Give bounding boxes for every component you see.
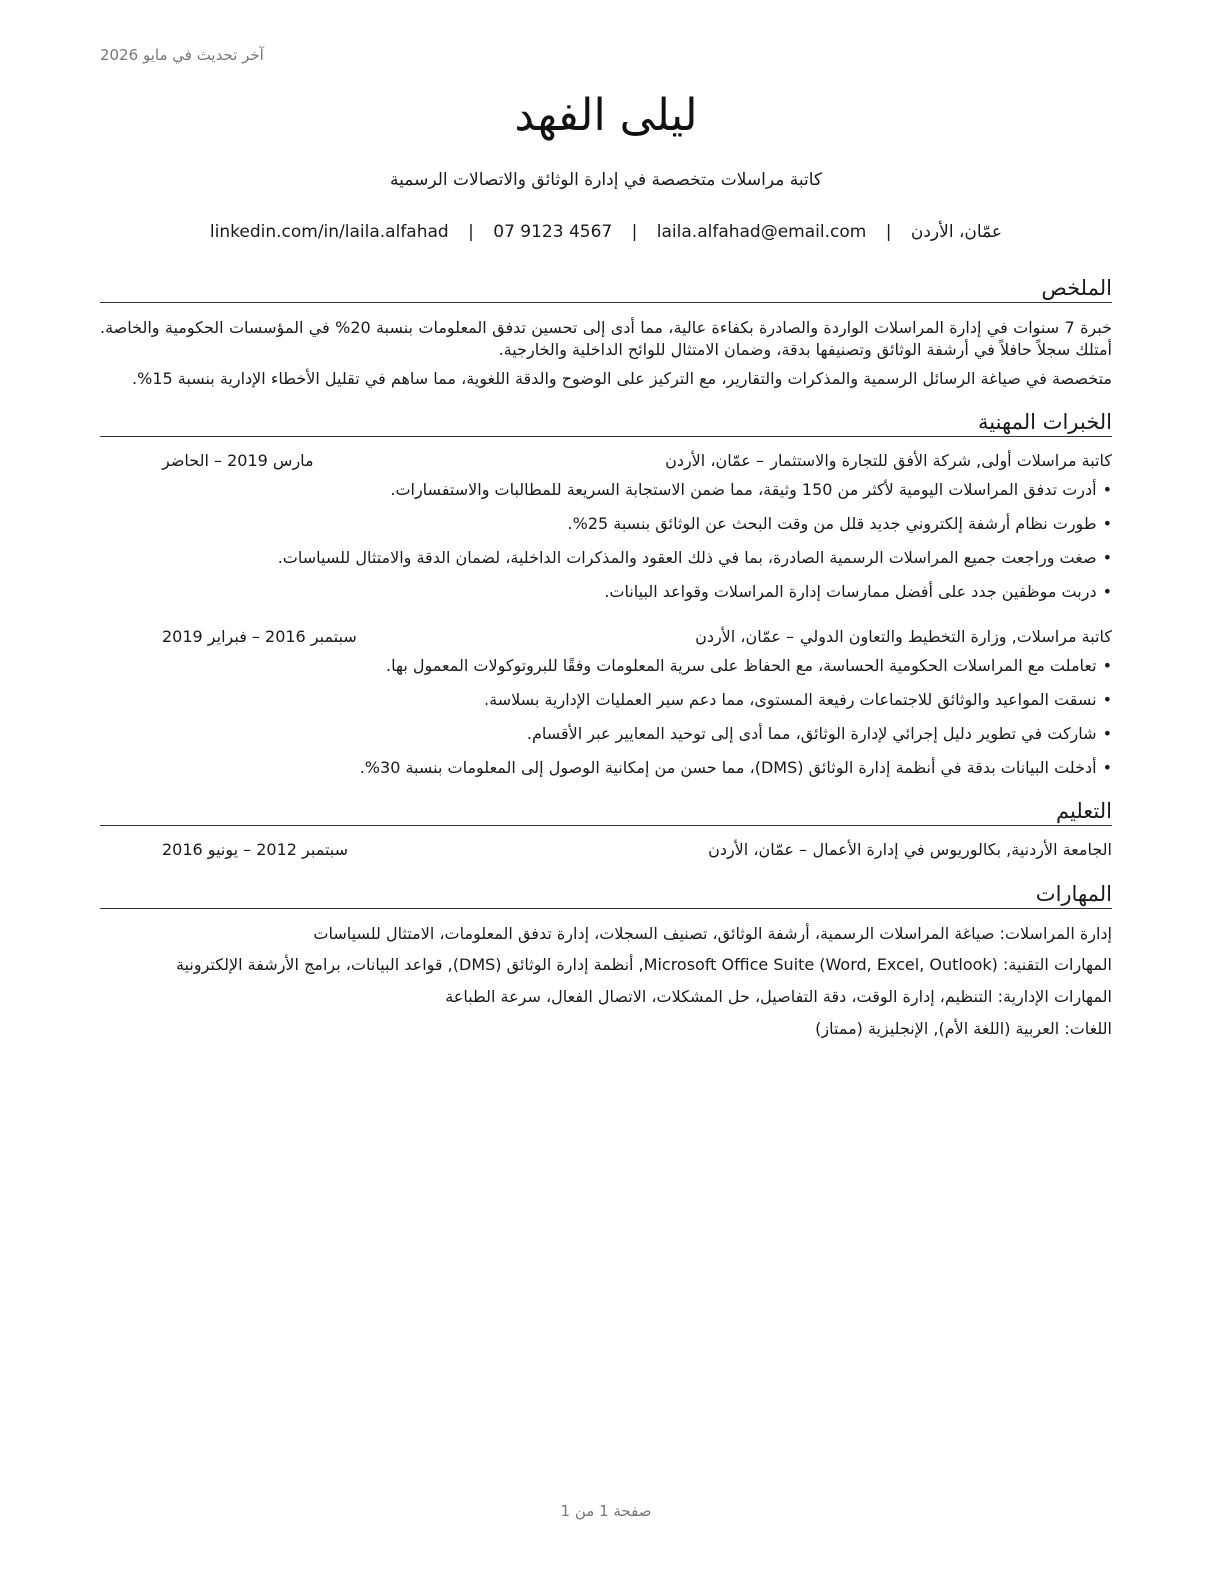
summary-section (100, 276, 1112, 390)
contact-phone[interactable]: 07 9123 4567 (493, 222, 613, 242)
job-bullets (100, 479, 1112, 603)
contact-location: عمّان، الأردن (910, 222, 1003, 242)
job-header (100, 451, 1112, 473)
job-bullet: •نسقت المواعيد والوثائق للاجتماعات رفيعة المستوى، مما دعم سير العمليات الإدارية بسلاسة. (484, 689, 1112, 709)
job-bullet: •دربت موظفين جدد على أفضل ممارسات إدارة المراسلات وقواعد البيانات. (604, 581, 1112, 601)
job-bullet: •أدخلت البيانات بدقة في أنظمة إدارة الوثائق (DMS)، مما حسن من إمكانية الوصول إلى المعلومات بنسبة 30%. (359, 757, 1112, 777)
contact-separator: | (631, 222, 638, 242)
education-dates: سبتمبر 2012 – يونيو 2016 (162, 839, 349, 859)
job-header (100, 627, 1112, 649)
job-entry (100, 451, 1112, 603)
section-title-experience: الخبرات المهنية (100, 410, 1112, 437)
experience-section (100, 410, 1112, 779)
job-dates: مارس 2019 – الحاضر (162, 450, 314, 470)
job-bullet: •طورت نظام أرشفة إلكتروني جديد قلل من وقت البحث عن الوثائق بنسبة 25%. (567, 513, 1112, 533)
education-header (100, 840, 1112, 862)
job-title-org: كاتبة مراسلات, وزارة التخطيط والتعاون الدولي (800, 626, 1112, 646)
education-entry (100, 840, 1112, 862)
summary-paragraph: خبرة 7 سنوات في إدارة المراسلات الواردة والصادرة بكفاءة عالية، مما أدى إلى تحسين تدفق المعلومات بنسبة 20% في المؤسسات الحكومية والخاصة. أمتلك سجلاً حافلاً في أرشفة الوثائق وتصنيفها بدقة، وضمان الامتثال للوائح الداخلية والخارجية. (100, 318, 1112, 359)
contact-linkedin[interactable]: linkedin.com/in/laila.alfahad (209, 222, 449, 242)
education-title-org: الجامعة الأردنية, بكالوريوس في إدارة الأعمال (812, 839, 1112, 859)
job-title-org: كاتبة مراسلات أولى, شركة الأفق للتجارة والاستثمار (770, 450, 1112, 470)
contact-separator: | (468, 222, 474, 242)
section-title-skills: المهارات (100, 882, 1112, 909)
resume-page (100, 0, 1112, 1584)
resume-body (100, 276, 1112, 1039)
last-updated-note: آخر تحديث في مايو 2026 (100, 46, 264, 64)
contact-line (100, 222, 1112, 242)
skills-line: اللغات: العربية (اللغة الأم), الإنجليزية (ممتاز) (815, 1018, 1112, 1038)
skills-line: المهارات الإدارية: التنظيم، إدارة الوقت، دقة التفاصيل، حل المشكلات، الاتصال الفعال، سرعة الطباعة (445, 986, 1112, 1006)
job-bullets (100, 655, 1112, 779)
job-location: – عمّان، الأردن (665, 450, 764, 470)
candidate-name: ليلى الفهد (514, 90, 698, 141)
page-footer: صفحة 1 من 1 (560, 1502, 652, 1520)
job-entry (100, 627, 1112, 779)
education-location: – عمّان، الأردن (708, 839, 807, 859)
summary-paragraph: متخصصة في صياغة الرسائل الرسمية والمذكرات والتقارير، مع التركيز على الوضوح والدقة اللغوية، مما ساهم في تقليل الأخطاء الإدارية بنسبة 15%. (132, 369, 1112, 389)
job-bullet: •شاركت في تطوير دليل إجرائي لإدارة الوثائق، مما أدى إلى توحيد المعايير عبر الأقسام. (526, 723, 1112, 743)
skills-section (100, 882, 1112, 1039)
job-bullet: •أدرت تدفق المراسلات اليومية لأكثر من 150 وثيقة، مما ضمن الاستجابة السريعة للمطالبات والاستفسارات. (390, 479, 1112, 499)
skills-list (100, 923, 1112, 1039)
candidate-headline: كاتبة مراسلات متخصصة في إدارة الوثائق والاتصالات الرسمية (390, 170, 822, 190)
job-bullet: •تعاملت مع المراسلات الحكومية الحساسة، مع الحفاظ على سرية المعلومات وفقًا للبروتوكولات المعمول بها. (385, 655, 1112, 675)
job-location: – عمّان، الأردن (695, 626, 794, 646)
job-dates: سبتمبر 2016 – فبراير 2019 (162, 626, 357, 646)
job-bullet: •صغت وراجعت جميع المراسلات الرسمية الصادرة، بما في ذلك العقود والمذكرات الداخلية، لضمان الدقة والامتثال للسياسات. (277, 547, 1112, 567)
section-title-education: التعليم (100, 799, 1112, 826)
skills-line: المهارات التقنية: Microsoft Office Suite (Word, Excel, Outlook), أنظمة إدارة الوثائق (DMS), قواعد البيانات، برامج الأرشفة الإلكترونية (176, 955, 1112, 975)
section-title-summary: الملخص (100, 276, 1112, 303)
contact-separator: | (885, 222, 892, 242)
education-section (100, 799, 1112, 862)
skills-line: إدارة المراسلات: صياغة المراسلات الرسمية، أرشفة الوثائق، تصنيف السجلات، إدارة تدفق المعلومات، الامتثال للسياسات (313, 923, 1112, 943)
summary-text (100, 317, 1112, 390)
contact-email[interactable]: laila.alfahad@email.com (656, 222, 867, 242)
